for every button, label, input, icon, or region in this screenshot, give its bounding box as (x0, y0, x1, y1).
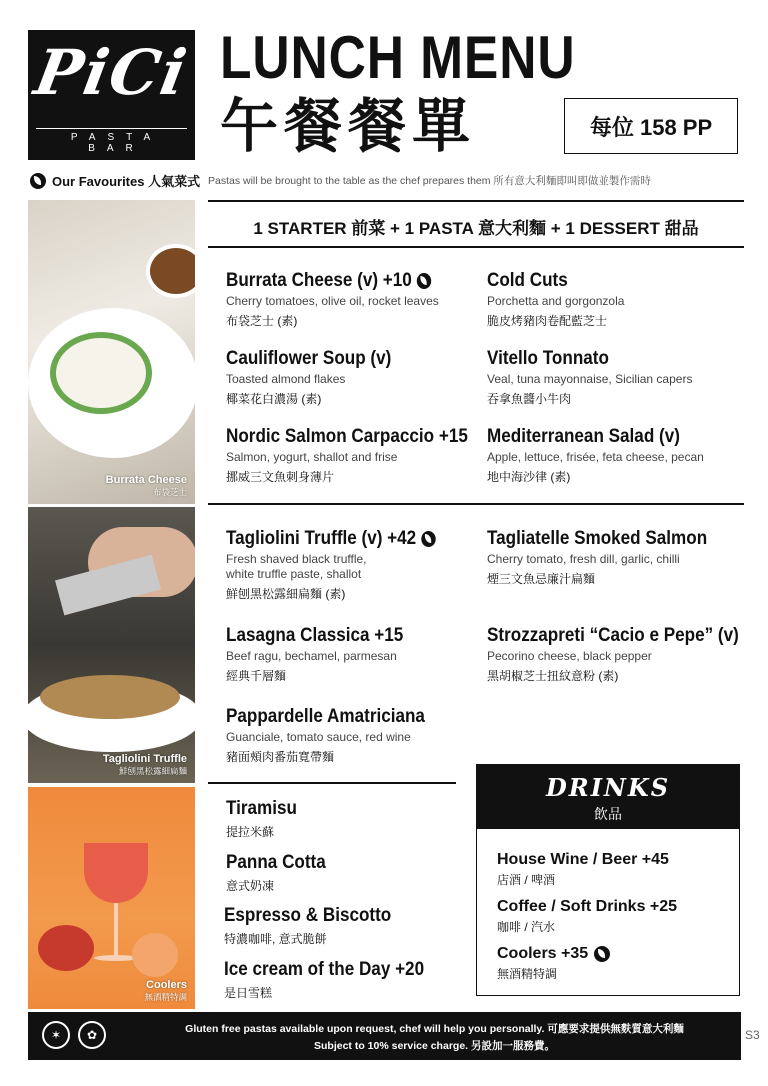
gluten-free-icon: ✶ (42, 1021, 70, 1049)
price-badge: 每位 158 PP (564, 98, 738, 154)
menu-item: Ice cream of the Day +20 是日雪糕 (224, 959, 425, 1000)
brand-logo (28, 30, 195, 160)
menu-item: Tagliatelle Smoked Salmon Cherry tomato, fresh dill, garlic, chilli 煙三文魚忌廉汁扁麵 (487, 528, 708, 586)
drink-item: House Wine / Beer +45 店酒 / 啤酒 (497, 851, 669, 887)
vegetarian-icon: ✿ (78, 1021, 106, 1049)
set-menu-formula: 1 STARTER 前菜 + 1 PASTA 意大利麵 + 1 DESSERT 甜品 (253, 219, 699, 238)
logo-wordmark: PiCi (29, 36, 194, 109)
drinks-panel (476, 764, 740, 996)
menu-item: Panna Cotta 意式奶凍 (226, 852, 326, 893)
drink-item: Coolers +35 無酒精特調 (497, 945, 610, 982)
menu-item: Pappardelle Amatriciana Guanciale, tomato sauce, red wine 豬面頰肉番茄寬帶麵 (226, 706, 425, 764)
footer-gluten-note: Gluten free pastas available upon request, chef will help you personally. 可應要求提供無麩質意大利麵 (185, 1023, 684, 1035)
menu-item: Cauliflower Soup (v) Toasted almond flakes 椰菜花白濃湯 (素) (226, 348, 392, 406)
drinks-header (477, 765, 739, 829)
coolers-photo (28, 787, 195, 1009)
menu-item: Nordic Salmon Carpaccio +15 Salmon, yogurt, shallot and frise 挪威三文魚刺身薄片 (226, 426, 468, 484)
menu-item: Cold Cuts Porchetta and gorgonzola 脆皮烤豬肉卷配藍芝士 (487, 270, 625, 328)
menu-item: Tagliolini Truffle (v) +42 Fresh shaved black truffle, white truffle paste, shallot 鮮刨黑松露細扁麵 (素) (226, 528, 459, 602)
logo-subtitle: PASTA BAR (36, 128, 187, 154)
menu-item: Vitello Tonnato Veal, tuna mayonnaise, Sicilian capers 吞拿魚醬小牛肉 (487, 348, 693, 406)
menu-item: Espresso & Biscotto 特濃咖啡, 意式脆餅 (224, 905, 392, 946)
page-title-chinese: 午餐餐單 (220, 94, 477, 159)
favourite-icon (594, 946, 610, 962)
menu-item: Strozzapreti “Cacio e Pepe” (v) Pecorino cheese, black pepper 黑胡椒芝士扭紋意粉 (素) (487, 625, 739, 683)
footer-bar (28, 1012, 741, 1060)
favourites-legend (30, 171, 200, 190)
favourite-icon (30, 173, 46, 189)
menu-item: Mediterranean Salad (v) Apple, lettuce, frisée, feta cheese, pecan 地中海沙律 (素) (487, 426, 704, 484)
photo-caption: Tagliolini Truffle 鮮刨黑松露細扁麵 (102, 753, 187, 776)
photo-caption: Coolers 無酒精特調 (144, 979, 187, 1002)
truffle-pasta-photo (28, 507, 195, 783)
drink-item: Coffee / Soft Drinks +25 咖啡 / 汽水 (497, 898, 678, 934)
menu-item: Tiramisu 提拉米蘇 (226, 798, 297, 839)
menu-item: Burrata Cheese (v) +10 Cherry tomatoes, olive oil, rocket leaves 布袋芝士 (素) (226, 270, 439, 328)
page-title: LUNCH MENU (220, 24, 576, 91)
burrata-photo (28, 200, 195, 504)
footer-service-charge: Subject to 10% service charge. 另設加一服務費。 (314, 1040, 555, 1052)
favourite-icon (417, 273, 431, 289)
menu-item: Lasagna Classica +15 Beef ragu, bechamel, parmesan 經典千層麵 (226, 625, 404, 683)
drinks-title-chinese: 飲品 (594, 806, 622, 822)
photo-caption: Burrata Cheese 布袋芝士 (105, 474, 187, 497)
favourites-label: Our Favourites 人氣菜式 (52, 174, 201, 189)
favourite-icon (422, 531, 436, 547)
page-number: S3 (745, 1028, 760, 1042)
drinks-title: DRINKS (545, 773, 671, 802)
preparation-note: Pastas will be brought to the table as the chef prepares them 所有意大利麵即叫即做並製作需時 (208, 175, 651, 187)
